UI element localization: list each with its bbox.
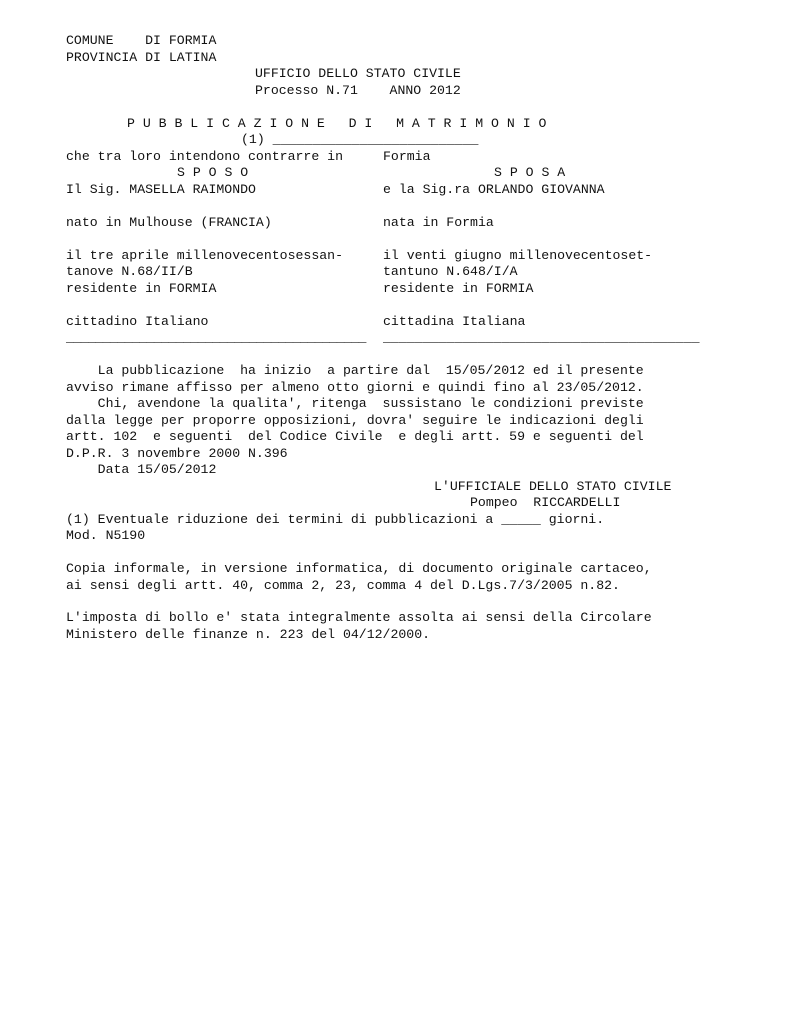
opposition-paragraph-line3: artt. 102 e seguenti del Codice Civile e degli artt. 59 e seguenti del bbox=[66, 429, 644, 444]
publication-paragraph-line1: La pubblicazione ha inizio a partire dal 15/05/2012 ed il presente bbox=[66, 363, 644, 378]
stamp-duty-line1: L'imposta di bollo e' stata integralmente assolta ai sensi della Circolare bbox=[66, 610, 652, 625]
sposa-birth-date-line2: tantuno N.648/I/A bbox=[383, 264, 518, 279]
sposa-name: e la Sig.ra ORLANDO GIOVANNA bbox=[383, 182, 605, 197]
intent-place: Formia bbox=[383, 149, 431, 164]
intent-label: che tra loro intendono contrarre in bbox=[66, 149, 343, 164]
document-title: P U B B L I C A Z I O N E D I M A T R I M O N I O bbox=[127, 116, 547, 131]
opposition-paragraph-line4: D.P.R. 3 novembre 2000 N.396 bbox=[66, 446, 288, 461]
signature-name: Pompeo RICCARDELLI bbox=[470, 495, 621, 510]
sposo-underline: _________________________________________ bbox=[66, 330, 366, 345]
sposa-citizenship: cittadina Italiana bbox=[383, 314, 526, 329]
footnote-line: (1) Eventuale riduzione dei termini di pubblicazioni a _____ giorni. bbox=[66, 512, 605, 527]
copy-notice-line2: ai sensi degli artt. 40, comma 2, 23, comma 4 del D.Lgs.7/3/2005 n.82. bbox=[66, 578, 620, 593]
note-reference-line: (1) __________________________ bbox=[241, 132, 479, 147]
opposition-paragraph-line1: Chi, avendone la qualita', ritenga sussistano le condizioni previste bbox=[66, 396, 644, 411]
sposo-citizenship: cittadino Italiano bbox=[66, 314, 209, 329]
publication-paragraph-line2: avviso rimane affisso per almeno otto giorni e quindi fino al 23/05/2012. bbox=[66, 380, 644, 395]
comune-line: COMUNE DI FORMIA bbox=[66, 33, 217, 48]
stamp-duty-line2: Ministero delle finanze n. 223 del 04/12/2000. bbox=[66, 627, 431, 642]
sposo-birth-date-line1: il tre aprile millenovecentosessan- bbox=[66, 248, 343, 263]
sposa-heading: S P O S A bbox=[494, 165, 566, 180]
sposo-heading: S P O S O bbox=[177, 165, 249, 180]
signature-office: L'UFFICIALE DELLO STATO CIVILE bbox=[434, 479, 672, 494]
sposa-birth-date-line1: il venti giugno millenovecentoset- bbox=[383, 248, 653, 263]
ufficio-line: UFFICIO DELLO STATO CIVILE bbox=[255, 66, 461, 81]
opposition-paragraph-line2: dalla legge per proporre opposizioni, dovra' seguire le indicazioni degli bbox=[66, 413, 644, 428]
sposa-birthplace: nata in Formia bbox=[383, 215, 494, 230]
date-line: Data 15/05/2012 bbox=[66, 462, 217, 477]
sposo-residence: residente in FORMIA bbox=[66, 281, 217, 296]
provincia-line: PROVINCIA DI LATINA bbox=[66, 50, 217, 65]
sposa-residence: residente in FORMIA bbox=[383, 281, 534, 296]
sposa-underline: ________________________________________ bbox=[383, 330, 700, 345]
model-number: Mod. N5190 bbox=[66, 528, 146, 543]
sposo-birthplace: nato in Mulhouse (FRANCIA) bbox=[66, 215, 272, 230]
copy-notice-line1: Copia informale, in versione informatica, di documento originale cartaceo, bbox=[66, 561, 652, 576]
processo-line: Processo N.71 ANNO 2012 bbox=[255, 83, 461, 98]
sposo-birth-date-line2: tanove N.68/II/B bbox=[66, 264, 193, 279]
sposo-name: Il Sig. MASELLA RAIMONDO bbox=[66, 182, 256, 197]
